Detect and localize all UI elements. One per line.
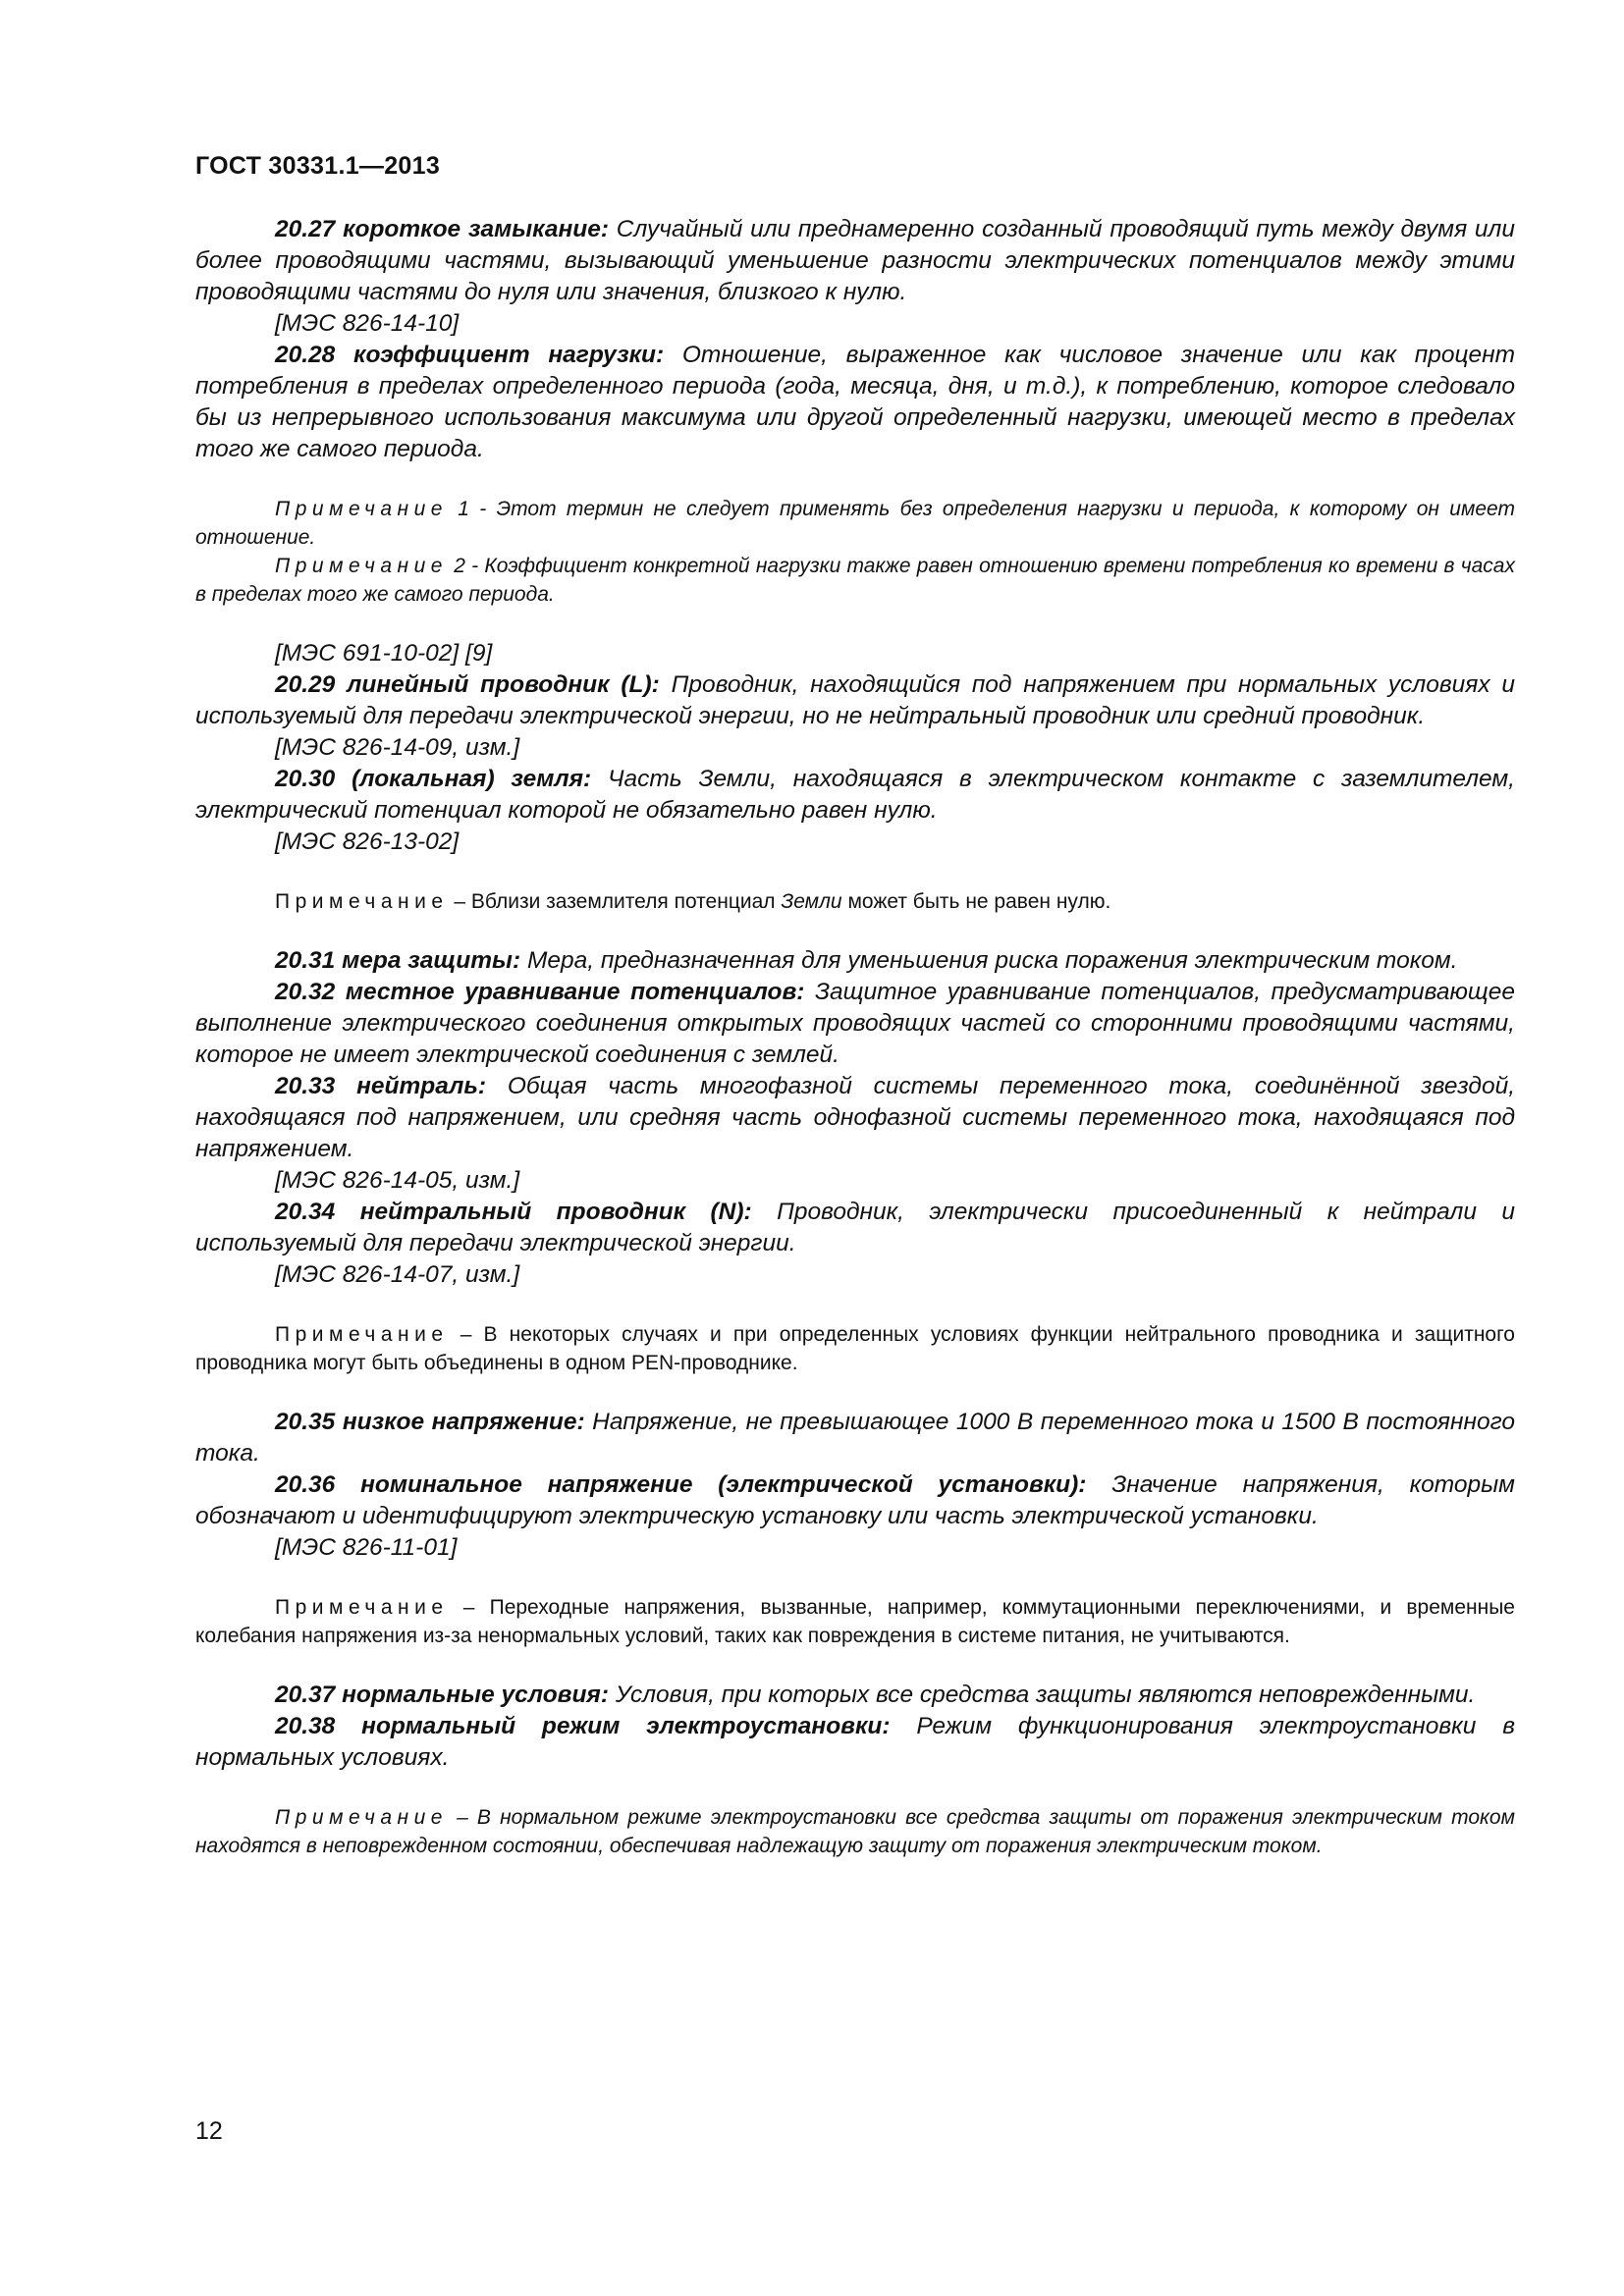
spacer: [195, 916, 1515, 945]
note-text: 2 - Коэффициент конкретной нагрузки также равен отношению времени потребления ко времени в часах в пределах того же самого периода.: [195, 555, 1515, 606]
note-text: – В нормальном режиме электроустановки все средства защиты от поражения электрическим током находятся в неповрежденном состоянии, обеспечивая надлежащую защиту от поражения электрическим током.: [195, 1806, 1515, 1857]
note-text: – В некоторых случаях и при определенных условиях функции нейтрального проводника и защитного проводника могут быть объединены в одном PEN-проводнике.: [195, 1323, 1515, 1374]
term-name: коэффициент нагрузки:: [353, 342, 665, 368]
term-number: 20.35: [275, 1409, 336, 1435]
term-entry: [195, 945, 1515, 977]
spacer: [195, 1564, 1515, 1593]
term-name: нейтраль:: [356, 1073, 487, 1099]
term-number: 20.27: [275, 216, 336, 242]
note-emphasis: Земли: [781, 890, 842, 913]
term-name: номинальное напряжение (электрической установки):: [360, 1471, 1087, 1498]
document-body: [195, 214, 1515, 1860]
term-number: 20.32: [275, 979, 336, 1005]
term-definition: Защитное уравнивание потенциалов, предусматривающее выполнение электрического соединения открытых проводящих частей со сторонними проводящими частями, которое не имеет электрической соединения с землей.: [195, 979, 1515, 1068]
term-definition: Случайный или преднамеренно созданный проводящий путь между двумя или более проводящими частями, вызывающий уменьшение разности электрических потенциалов между этими проводящими частями до нуля или значения, близкого к нулю.: [195, 216, 1515, 305]
term-number: 20.28: [275, 342, 336, 368]
term-entry: [195, 1197, 1515, 1259]
term-definition: Режим функционирования электроустановки в нормальных условиях.: [195, 1713, 1515, 1771]
term-definition: Отношение, выраженное как числовое значение или как процент потребления в пределах определенного периода (года, месяца, дня, и т.д.), к потреблению, которое следовало бы из непрерывного использования максимума или другой определенный нагрузки, имеющей место в пределах того же самого периода.: [195, 342, 1516, 462]
term-number: 20.38: [275, 1713, 336, 1739]
source-reference: [МЭС 826-14-05, изм.]: [275, 1167, 520, 1194]
term-name: короткое замыкание:: [343, 216, 610, 242]
note-label: Примечание: [275, 1806, 448, 1829]
spacer: [195, 1291, 1515, 1320]
note: [195, 552, 1515, 609]
note-text: 1 - Этот термин не следует применять без определения нагрузки и периода, к которому он имеет отношение.: [195, 498, 1515, 549]
term-definition: Мера, предназначенная для уменьшения риска поражения электрическим током.: [526, 947, 1458, 974]
term-name: нейтральный проводник (N):: [359, 1199, 752, 1225]
term-name: мера защиты:: [342, 947, 521, 974]
term-name: нормальные условия:: [342, 1682, 610, 1708]
note-label: Примечание: [275, 1596, 449, 1619]
source-reference: [МЭС 826-11-01]: [275, 1534, 458, 1561]
note: [195, 495, 1515, 552]
source-reference: [МЭС 826-14-10]: [275, 310, 460, 337]
term-entry: [195, 1680, 1515, 1711]
spacer: [195, 1774, 1515, 1803]
spacer: [195, 1650, 1515, 1680]
term-entry: [195, 1469, 1515, 1532]
note-text: – Вблизи заземлителя потенциал: [448, 890, 782, 913]
term-number: 20.29: [275, 671, 336, 698]
term-name: нормальный режим электроустановки:: [361, 1713, 891, 1739]
term-entry: [195, 214, 1515, 308]
term-name: местное уравнивание потенциалов:: [345, 979, 805, 1005]
term-entry: [195, 1711, 1515, 1774]
term-number: 20.31: [275, 947, 336, 974]
term-name: низкое напряжение:: [342, 1409, 585, 1435]
term-name: линейный проводник (L):: [347, 671, 660, 698]
term-name: (локальная) земля:: [352, 766, 592, 792]
note-label: Примечание: [275, 498, 448, 520]
spacer: [195, 1377, 1515, 1407]
term-definition: Проводник, находящийся под напряжением при нормальных условиях и используемый для передачи электрической энергии, но не нейтральный проводник или средний проводник.: [195, 671, 1516, 729]
note-text: может быть не равен нулю.: [841, 890, 1111, 913]
note: [195, 887, 1515, 916]
term-number: 20.34: [275, 1199, 336, 1225]
term-number: 20.33: [275, 1073, 336, 1099]
term-number: 20.36: [275, 1471, 336, 1498]
source-reference: [МЭС 826-13-02]: [275, 828, 460, 855]
spacer: [195, 858, 1515, 887]
term-entry: [195, 977, 1515, 1071]
term-number: 20.30: [275, 766, 336, 792]
term-definition: Значение напряжения, которым обозначают и идентифицируют электрическую установку или часть электрической установки.: [195, 1471, 1515, 1529]
note-label: Примечание: [275, 1323, 449, 1346]
term-definition: Проводник, электрически присоединенный к нейтрали и используемый для передачи электрической энергии.: [195, 1199, 1516, 1256]
term-entry: [195, 340, 1515, 465]
spacer: [195, 609, 1515, 638]
term-definition: Условия, при которых все средства защиты являются неповрежденными.: [615, 1682, 1476, 1708]
spacer: [195, 465, 1515, 495]
note-label: Примечание: [275, 555, 448, 577]
source-reference: [МЭС 691-10-02] [9]: [275, 640, 493, 667]
term-entry: [195, 1071, 1515, 1165]
term-number: 20.37: [275, 1682, 336, 1708]
page-number: 12: [195, 2117, 223, 2145]
source-reference: [МЭС 826-14-07, изм.]: [275, 1261, 520, 1288]
note: [195, 1320, 1515, 1377]
term-definition: Напряжение, не превышающее 1000 В переменного тока и 1500 В постоянного тока.: [195, 1409, 1516, 1467]
term-definition: Общая часть многофазной системы переменного тока, соединённой звездой, находящаяся под напряжением, или средняя часть однофазной системы переменного тока, находящаяся под напряжением.: [195, 1073, 1515, 1162]
term-definition: Часть Земли, находящаяся в электрическом контакте с заземлителем, электрический потенциал которой не обязательно равен нулю.: [195, 766, 1515, 824]
note-text: – Переходные напряжения, вызванные, например, коммутационными переключениями, и временные колебания напряжения из-за ненормальных условий, таких как повреждения в системе питания, не учитываются.: [195, 1596, 1515, 1647]
source-reference: [МЭС 826-14-09, изм.]: [275, 734, 520, 761]
term-entry: [195, 764, 1515, 827]
note: [195, 1593, 1515, 1650]
term-entry: [195, 1407, 1515, 1469]
term-entry: [195, 669, 1515, 732]
document-header: ГОСТ 30331.1—2013: [195, 152, 441, 180]
note-label: Примечание: [275, 890, 449, 913]
note: [195, 1803, 1515, 1860]
